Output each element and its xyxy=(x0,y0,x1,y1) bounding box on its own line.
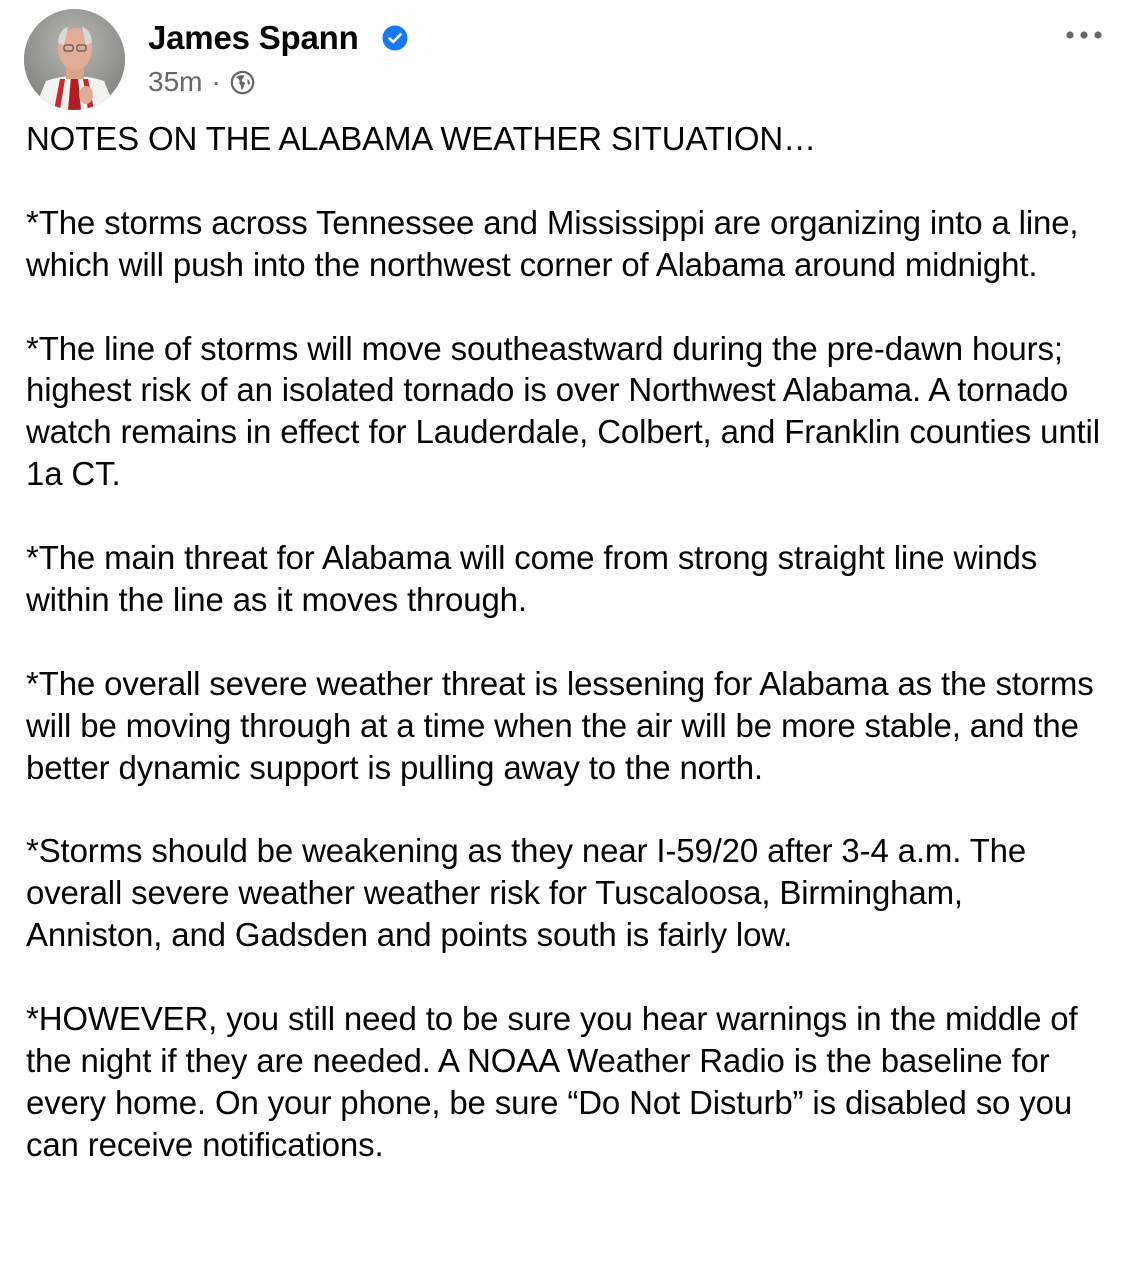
post-paragraph: *The storms across Tennessee and Mississippi are organizing into a line, which will push into the northwest corner of Alabama around midnight. xyxy=(26,203,1079,283)
author-name[interactable]: James Spann xyxy=(148,19,359,56)
post-body xyxy=(26,118,1106,1207)
post-timestamp[interactable]: 35m xyxy=(148,66,203,97)
post-paragraph: *HOWEVER, you still need to be sure you hear warnings in the middle of the night if they are needed. A NOAA Weather Radio is the baseline for every home. On your phone, be sure “Do Not Disturb” is disabled so you can receive notifications. xyxy=(26,999,1078,1163)
post-header xyxy=(24,9,1104,109)
post-meta xyxy=(148,66,256,98)
post-paragraph: *The overall severe weather threat is lessening for Alabama as the storms will be moving through at a time when the air will be more stable, and the better dynamic support is pulling away to the north. xyxy=(26,664,1094,786)
meta-separator: · xyxy=(211,66,221,97)
post-paragraph: *The line of storms will move southeastward during the pre-dawn hours; highest risk of an isolated tornado is over Northwest Alabama. A tornado watch remains in effect for Lauderdale, Colbert, and Franklin counties until 1a CT. xyxy=(26,329,1100,493)
verified-badge-icon xyxy=(382,25,408,51)
avatar[interactable] xyxy=(24,9,125,110)
post-paragraph: *Storms should be weakening as they near I-59/20 after 3-4 a.m. The overall severe weather weather risk for Tuscaloosa, Birmingham, Anniston, and Gadsden and points south is fairly low. xyxy=(26,832,1027,954)
globe-icon[interactable] xyxy=(229,69,256,96)
post-paragraph-title: NOTES ON THE ALABAMA WEATHER SITUATION… xyxy=(26,120,816,157)
more-options-icon[interactable] xyxy=(1064,23,1104,47)
post-paragraph: *The main threat for Alabama will come from strong straight line winds within the line as it moves through. xyxy=(26,539,1038,618)
avatar-photo xyxy=(24,9,125,110)
